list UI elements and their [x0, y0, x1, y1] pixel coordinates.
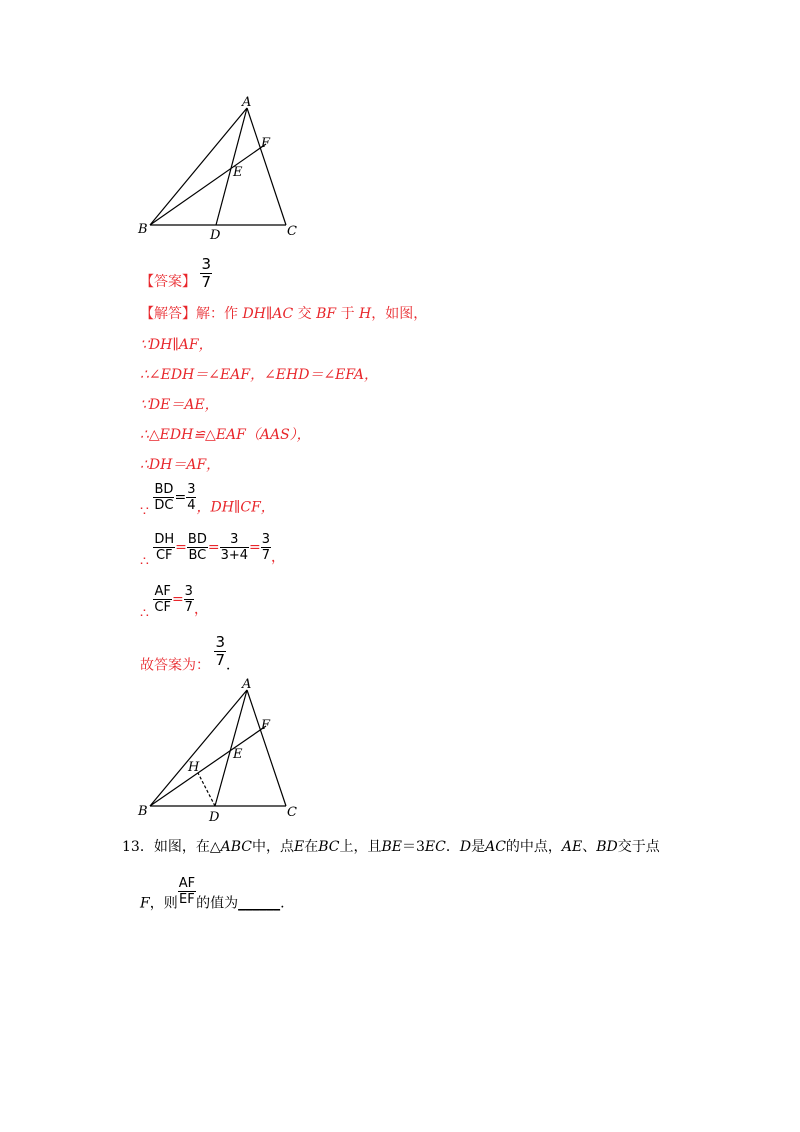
- label-c: C: [287, 224, 297, 239]
- q-ac: AC: [485, 839, 506, 855]
- conclusion-text: 故答案为：: [140, 657, 210, 674]
- label-d: D: [209, 810, 220, 825]
- conclusion-fraction: [214, 634, 226, 669]
- solution-line-9: [140, 584, 208, 623]
- fraction-bd-bc: [187, 532, 208, 563]
- frac-num: BD: [187, 532, 207, 547]
- label-b: B: [138, 222, 148, 237]
- answer-tag: 【答案】: [140, 274, 196, 290]
- label-c: C: [287, 805, 297, 820]
- frac-den: DC: [154, 498, 174, 513]
- frac-den: EF: [179, 892, 195, 907]
- fraction-af-cf: [153, 584, 172, 615]
- q-text: 是: [471, 839, 486, 855]
- equals-sign: =: [171, 591, 184, 608]
- point-h: H: [359, 306, 372, 322]
- frac-num: 3: [261, 532, 271, 547]
- label-d: D: [210, 228, 221, 242]
- segment-bf: BF: [316, 306, 337, 322]
- frac-den: 7: [184, 600, 193, 615]
- frac-den: 4: [187, 498, 196, 513]
- answer-fraction: [200, 256, 212, 291]
- answer-blank[interactable]: ______: [238, 895, 281, 912]
- label-f: F: [261, 718, 271, 733]
- answer-den: 7: [201, 273, 211, 291]
- frac-num: AF: [154, 584, 171, 599]
- solution-line-2: ∵DH∥AF，: [140, 337, 213, 353]
- q-end: .: [280, 895, 285, 912]
- label-e: E: [233, 747, 243, 762]
- answer-num: 3: [201, 255, 211, 273]
- q-text: 交于点: [617, 839, 660, 855]
- frac-den: 3+4: [220, 548, 249, 563]
- label-a: A: [242, 677, 252, 692]
- fraction-af-ef: [178, 876, 196, 907]
- figure-2-triangle: [130, 676, 310, 828]
- q-be: BE: [381, 839, 402, 855]
- label-e: E: [233, 165, 243, 180]
- solution-text: 解：作: [196, 306, 238, 322]
- solution-line-4: ∵DE＝AE，: [140, 397, 219, 413]
- segment-ac: AC: [272, 306, 294, 322]
- solution-line-5: ∴△EDH≌△EAF（AAS），: [140, 427, 311, 443]
- frac-den: CF: [154, 600, 171, 615]
- q-point-e: E: [293, 839, 305, 855]
- solution-tag: 【解答】: [140, 306, 196, 322]
- solution-line-3: ∴∠EDH＝∠EAF，∠EHD＝∠EFA，: [140, 367, 379, 383]
- therefore-symbol: ∴: [140, 553, 149, 570]
- solution-intro-end: ，如图，: [371, 306, 428, 322]
- solution-line-6: ∴DH＝AF，: [140, 457, 221, 473]
- solution-intro: [140, 305, 427, 323]
- equals-sign: =: [174, 489, 187, 506]
- q-text: 在: [304, 839, 319, 855]
- frac-num: AF: [178, 876, 196, 891]
- word-at: 于: [340, 306, 355, 322]
- fraction-3-over-3plus4: [220, 532, 249, 563]
- fraction-3-4: [186, 482, 196, 513]
- label-a: A: [242, 95, 252, 110]
- parallel-symbol: ∥: [265, 306, 273, 322]
- segment-dh: DH: [242, 306, 266, 322]
- frac-num: BD: [154, 482, 174, 497]
- q-text: 、: [582, 839, 597, 855]
- frac-num: 3: [187, 482, 196, 497]
- q-bd: BD: [596, 839, 618, 855]
- label-f: F: [261, 136, 271, 151]
- q-ec: EC: [424, 839, 446, 855]
- frac-den: 7: [261, 548, 271, 563]
- solution-conclusion: [140, 634, 240, 675]
- equals-sign: =: [207, 539, 220, 556]
- solution-line-8: [140, 532, 285, 571]
- frac-num: 3: [184, 584, 193, 599]
- fraction-bd-dc: [153, 482, 174, 513]
- q-abc: ABC: [220, 839, 252, 855]
- fraction-3-7: [261, 532, 271, 563]
- q-text: 的值为: [196, 895, 239, 912]
- frac-den: 7: [215, 651, 225, 669]
- frac-den: BC: [188, 548, 207, 563]
- frac-num: 3: [220, 532, 249, 548]
- answer-line: [140, 256, 212, 291]
- figure-1-triangle: [130, 92, 310, 242]
- word-cross: 交: [297, 306, 312, 322]
- q-text: 的中点，: [505, 839, 562, 855]
- q-text: ，则: [149, 895, 178, 912]
- since-symbol: ∵: [140, 503, 149, 520]
- therefore-symbol: ∴: [140, 605, 149, 622]
- q-text: ．: [445, 839, 460, 855]
- question-number: 13．: [122, 839, 154, 855]
- q-text: 如图，在△: [153, 839, 221, 855]
- conclusion-end: ．: [226, 657, 240, 674]
- fraction-3-7: [184, 584, 194, 615]
- line7-rest: ，DH∥CF，: [196, 499, 275, 516]
- equals-sign: =: [175, 539, 187, 556]
- question-13-line-2: [140, 876, 285, 913]
- q-text: 中，点: [251, 839, 294, 855]
- line8-end: ，: [271, 549, 286, 566]
- solution-line-7: [140, 482, 275, 521]
- label-b: B: [138, 804, 148, 819]
- label-h: H: [188, 760, 200, 775]
- q-point-f: F: [140, 895, 150, 912]
- q-bc: BC: [318, 839, 340, 855]
- fraction-dh-cf: [153, 532, 175, 563]
- frac-num: DH: [154, 532, 175, 547]
- line9-end: ，: [193, 601, 208, 618]
- question-13-line-1: [122, 838, 660, 856]
- equals-sign: =: [249, 539, 261, 556]
- q-ae: AE: [561, 839, 583, 855]
- frac-num: 3: [215, 633, 225, 651]
- frac-den: CF: [155, 548, 173, 563]
- q-text: ＝3: [402, 839, 425, 855]
- q-point-d: D: [459, 839, 472, 855]
- q-text: 上，且: [339, 839, 382, 855]
